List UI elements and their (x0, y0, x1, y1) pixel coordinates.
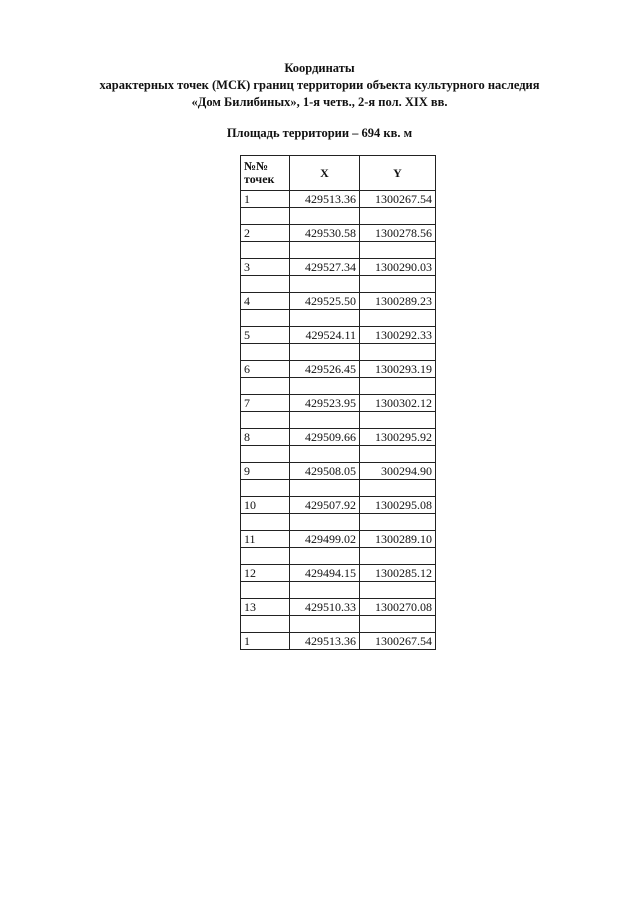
empty-cell (360, 480, 436, 497)
point-number-cell: 12 (241, 565, 290, 582)
table-spacer-row (241, 242, 436, 259)
empty-cell (241, 616, 290, 633)
table-row (241, 293, 436, 310)
table-spacer-row (241, 480, 436, 497)
table-spacer-row (241, 616, 436, 633)
table-row (241, 633, 436, 650)
x-coordinate-cell: 429524.11 (290, 327, 360, 344)
point-number-header-line2: точек (244, 172, 275, 186)
table-header-row (241, 156, 436, 191)
coordinates-table-body (241, 191, 436, 650)
y-coordinate-cell: 1300302.12 (360, 395, 436, 412)
point-number-cell: 8 (241, 429, 290, 446)
empty-cell (290, 480, 360, 497)
y-coordinate-cell: 1300267.54 (360, 191, 436, 208)
table-spacer-row (241, 412, 436, 429)
table-row (241, 463, 436, 480)
empty-cell (360, 310, 436, 327)
empty-cell (360, 548, 436, 565)
table-spacer-row (241, 446, 436, 463)
table-spacer-row (241, 548, 436, 565)
x-coordinate-cell: 429523.95 (290, 395, 360, 412)
table-row (241, 327, 436, 344)
empty-cell (290, 208, 360, 225)
empty-cell (290, 446, 360, 463)
y-coordinate-cell: 1300267.54 (360, 633, 436, 650)
empty-cell (360, 208, 436, 225)
point-number-cell: 11 (241, 531, 290, 548)
table-row (241, 259, 436, 276)
empty-cell (360, 242, 436, 259)
point-number-cell: 2 (241, 225, 290, 242)
empty-cell (241, 412, 290, 429)
document-title (0, 60, 639, 111)
x-coordinate-cell: 429527.34 (290, 259, 360, 276)
table-row (241, 497, 436, 514)
x-coordinate-cell: 429494.15 (290, 565, 360, 582)
x-coordinate-cell: 429525.50 (290, 293, 360, 310)
x-header: X (290, 156, 360, 191)
point-number-cell: 6 (241, 361, 290, 378)
table-spacer-row (241, 514, 436, 531)
point-number-cell: 9 (241, 463, 290, 480)
empty-cell (360, 582, 436, 599)
table-row (241, 191, 436, 208)
empty-cell (241, 446, 290, 463)
point-number-header-line1: №№ (244, 159, 269, 173)
table-row (241, 565, 436, 582)
point-number-cell: 4 (241, 293, 290, 310)
empty-cell (241, 480, 290, 497)
territory-area: Площадь территории – 694 кв. м (226, 126, 413, 140)
y-coordinate-cell: 1300292.33 (360, 327, 436, 344)
point-number-cell: 13 (241, 599, 290, 616)
empty-cell (290, 412, 360, 429)
y-coordinate-cell: 1300289.10 (360, 531, 436, 548)
empty-cell (290, 310, 360, 327)
x-coordinate-cell: 429508.05 (290, 463, 360, 480)
empty-cell (290, 378, 360, 395)
empty-cell (241, 344, 290, 361)
table-row (241, 395, 436, 412)
y-coordinate-cell: 1300278.56 (360, 225, 436, 242)
table-spacer-row (241, 208, 436, 225)
empty-cell (241, 276, 290, 293)
point-number-cell: 3 (241, 259, 290, 276)
y-coordinate-cell: 1300289.23 (360, 293, 436, 310)
empty-cell (290, 514, 360, 531)
empty-cell (360, 378, 436, 395)
table-row (241, 531, 436, 548)
table-row (241, 599, 436, 616)
table-row (241, 429, 436, 446)
table-row (241, 225, 436, 242)
empty-cell (290, 276, 360, 293)
title-line-3: «Дом Билибиных», 1-я четв., 2-я пол. XIX вв. (191, 95, 448, 109)
title-line-1: Координаты (284, 61, 355, 75)
empty-cell (360, 514, 436, 531)
point-number-header (241, 156, 290, 191)
x-coordinate-cell: 429513.36 (290, 633, 360, 650)
empty-cell (360, 616, 436, 633)
table-row (241, 361, 436, 378)
y-coordinate-cell: 1300293.19 (360, 361, 436, 378)
empty-cell (241, 208, 290, 225)
y-coordinate-cell: 1300270.08 (360, 599, 436, 616)
y-coordinate-cell: 1300290.03 (360, 259, 436, 276)
empty-cell (290, 242, 360, 259)
point-number-cell: 1 (241, 191, 290, 208)
empty-cell (241, 548, 290, 565)
x-coordinate-cell: 429526.45 (290, 361, 360, 378)
y-coordinate-cell: 1300295.08 (360, 497, 436, 514)
coordinates-table (240, 155, 436, 650)
point-number-cell: 7 (241, 395, 290, 412)
x-coordinate-cell: 429509.66 (290, 429, 360, 446)
empty-cell (360, 412, 436, 429)
point-number-cell: 1 (241, 633, 290, 650)
empty-cell (290, 548, 360, 565)
empty-cell (360, 446, 436, 463)
x-coordinate-cell: 429510.33 (290, 599, 360, 616)
x-coordinate-cell: 429499.02 (290, 531, 360, 548)
table-spacer-row (241, 378, 436, 395)
point-number-cell: 10 (241, 497, 290, 514)
empty-cell (290, 344, 360, 361)
table-spacer-row (241, 582, 436, 599)
empty-cell (290, 582, 360, 599)
y-coordinate-cell: 1300295.92 (360, 429, 436, 446)
empty-cell (241, 310, 290, 327)
empty-cell (360, 276, 436, 293)
x-coordinate-cell: 429530.58 (290, 225, 360, 242)
empty-cell (241, 582, 290, 599)
x-coordinate-cell: 429507.92 (290, 497, 360, 514)
table-spacer-row (241, 276, 436, 293)
title-line-2: характерных точек (МСК) границ территории объекта культурного наследия (99, 78, 540, 92)
empty-cell (241, 378, 290, 395)
empty-cell (241, 242, 290, 259)
point-number-cell: 5 (241, 327, 290, 344)
table-spacer-row (241, 310, 436, 327)
y-header: Y (360, 156, 436, 191)
empty-cell (360, 344, 436, 361)
empty-cell (241, 514, 290, 531)
y-coordinate-cell: 1300285.12 (360, 565, 436, 582)
empty-cell (290, 616, 360, 633)
y-coordinate-cell: 300294.90 (360, 463, 436, 480)
x-coordinate-cell: 429513.36 (290, 191, 360, 208)
table-spacer-row (241, 344, 436, 361)
